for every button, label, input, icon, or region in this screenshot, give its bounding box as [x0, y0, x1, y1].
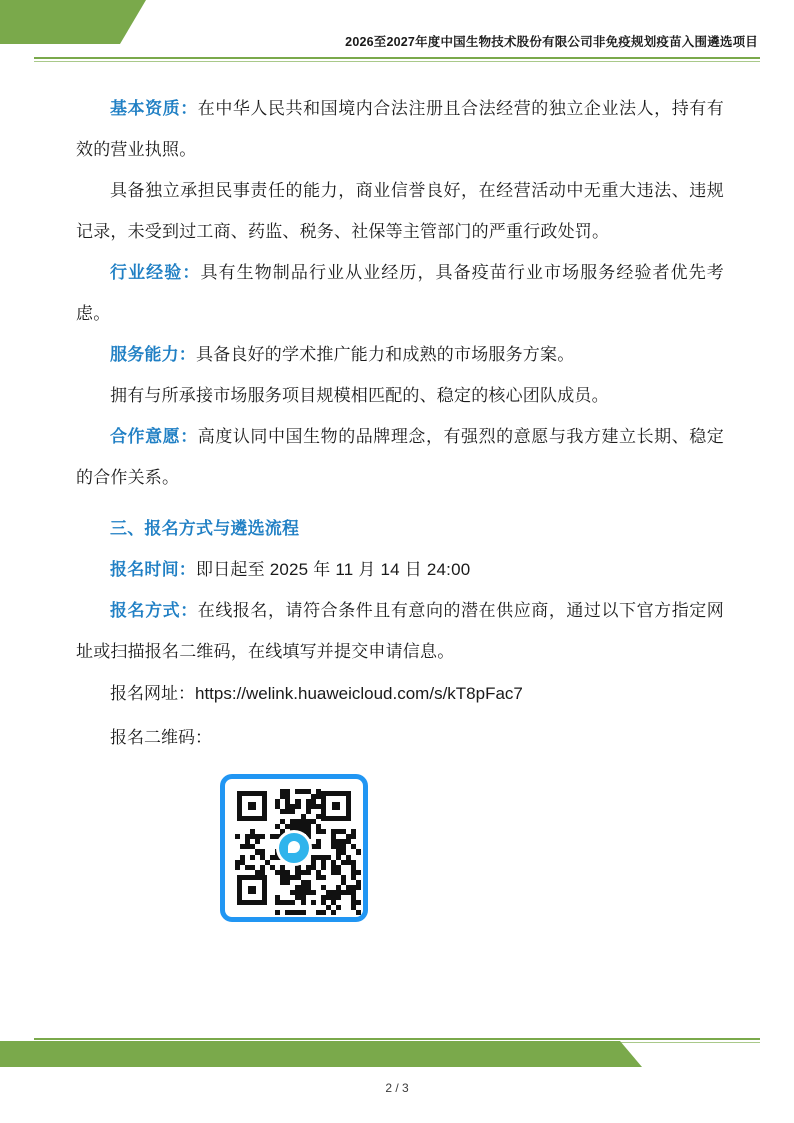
section-heading-three: 三、报名方式与遴选流程 [110, 519, 300, 538]
paragraph-lead: 行业经验： [110, 263, 201, 282]
page-number: 2 / 3 [385, 1081, 409, 1095]
header-rule [34, 57, 760, 59]
paragraph-lead: 基本资质： [110, 99, 198, 118]
paragraph-signup-time [76, 549, 724, 590]
paragraph-text: 在线报名，请符合条件且有意向的潜在供应商，通过以下官方指定网址或扫描报名二维码，在线填写并提交申请信息。 [76, 601, 724, 661]
footer-rule [34, 1038, 760, 1040]
paragraph-text: 具备独立承担民事责任的能力，商业信誉良好，在经营活动中无重大违法、违规记录，未受到过工商、药监、税务、社保等主管部门的严重行政处罚。 [76, 181, 724, 241]
qr-finder-bottom-left-icon [237, 875, 267, 905]
qr-finder-top-left-icon [237, 791, 267, 821]
paragraph-text: 在中华人民共和国境内合法注册且合法经营的独立企业法人，持有有效的营业执照。 [76, 99, 724, 159]
paragraph-lead: 报名时间： [110, 560, 196, 579]
qr-finder-top-right-icon [321, 791, 351, 821]
document-body [76, 88, 724, 922]
signup-url-label: 报名网址： [110, 684, 195, 703]
paragraph-service-capability [76, 334, 724, 375]
signup-url-line [76, 672, 724, 716]
page-footer [0, 1013, 794, 1123]
signup-url-link[interactable]: https://welink.huaweicloud.com/s/kT8pFac7 [195, 684, 523, 703]
footer-green-block [0, 1041, 620, 1067]
paragraph-basic-qualification [76, 88, 724, 170]
paragraph-text: 拥有与所承接市场服务项目规模相匹配的、稳定的核心团队成员。 [110, 386, 609, 405]
paragraph-text: 具有生物制品行业从业经历，具备疫苗行业市场服务经验者优先考虑。 [76, 263, 725, 323]
paragraph-industry-experience [76, 252, 724, 334]
paragraph-lead: 服务能力： [110, 345, 196, 364]
paragraph-core-team [76, 375, 724, 416]
paragraph-signup-method [76, 590, 724, 672]
paragraph-cooperation-intent [76, 416, 724, 498]
qr-code-canvas [235, 789, 353, 907]
paragraph-lead: 合作意愿： [110, 427, 198, 446]
paragraph-text: 高度认同中国生物的品牌理念，有强烈的意愿与我方建立长期、稳定的合作关系。 [76, 427, 724, 487]
paragraph-lead: 报名方式： [110, 601, 198, 620]
paragraph-text: 具备良好的学术推广能力和成熟的市场服务方案。 [196, 345, 575, 364]
header-title: 2026至2027年度中国生物技术股份有限公司非免疫规划疫苗入围遴选项目 [345, 35, 758, 49]
header-rule-thin [34, 61, 760, 62]
paragraph-civil-liability [76, 170, 724, 252]
page-header [0, 0, 794, 62]
qr-code[interactable] [220, 774, 368, 922]
qr-center-logo-icon [276, 830, 312, 866]
qr-code-label: 报名二维码： [110, 728, 212, 747]
paragraph-text: 即日起至 2025 年 11 月 14 日 24:00 [196, 560, 471, 579]
header-green-block [0, 0, 120, 44]
